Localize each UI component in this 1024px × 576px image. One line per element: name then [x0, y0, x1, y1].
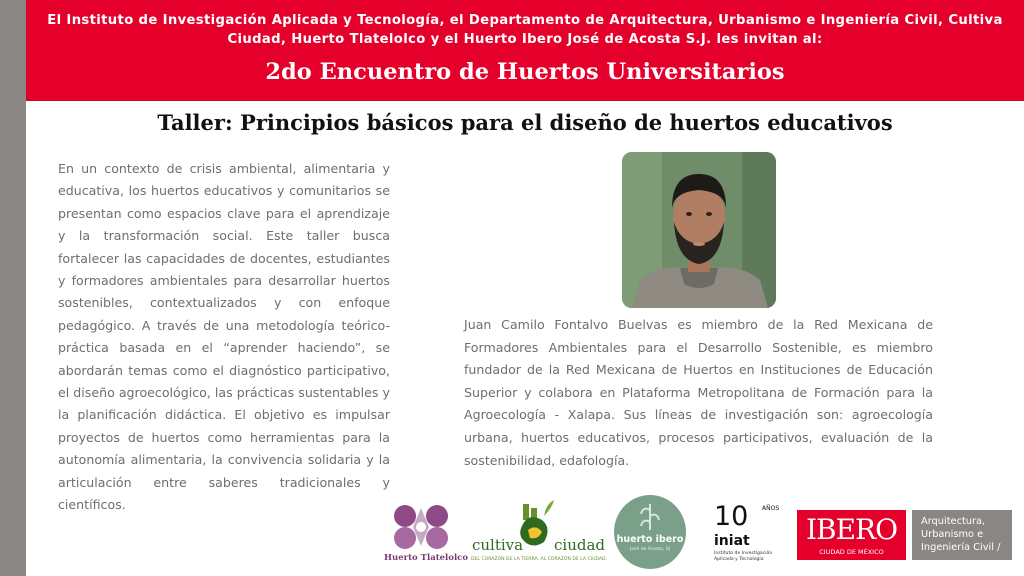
header-banner [26, 0, 1024, 101]
huerto-ibero-subtext: José de Acosta, SJ [630, 547, 670, 552]
speaker-bio: Juan Camilo Fontalvo Buelvas es miembro de la Red Mexicana de Formadores Ambientales para el Desarrollo Sostenible, es miembro fundador de la Red Mexicana de Huertos en Instituciones de Educación Superior y colabora en Plataforma Metropolitana de Formación para la Agroecología - Xalapa. Sus líneas de investigación son: agroecología urbana, huertos educativos, procesos participativos, evaluación de la sostenibilidad, edafología. [464, 317, 933, 468]
huerto-tlatelolco-logo [384, 500, 469, 566]
workshop-description: En un contexto de crisis ambiental, alimentaria y educativa, los huertos educativos y comunitarios se presentan como espacios clave para el aprendizaje y la transformación social. Este taller busca fortalecer las capacidades de docentes, estudiantes y formadores ambientales para desarrollar huertos sostenibles, contextualizados y con enfoque pedagógico. A través de una metodología teórico-práctica basada en el “aprender haciendo”, se abordarán temas como el diagnóstico participativo, el diseño agroecológico, las prácticas sustentables y la planificación didáctica. El objetivo es impulsar proyectos de huertos como herramientas para la autonomía alimentaria, la convivencia solidaria y la articulación entre saberes tradicionales y científicos. [58, 161, 390, 513]
ibero-name: IBERO [805, 513, 898, 546]
department-line2: Urbanismo e [921, 529, 984, 540]
cultiva-text: cultiva [472, 536, 524, 554]
iniat-anniversary-number: 10 [714, 501, 749, 532]
huerto-tlatelolco-text: Huerto Tlatelolco [384, 553, 469, 563]
iniat-logo [704, 503, 790, 567]
department-line1: Arquitectura, [921, 516, 986, 527]
invitation-text: El Instituto de Investigación Aplicada y Tecnología, el Departamento de Arquitectura, Urbanismo e Ingeniería Civil, Cultiva Ciudad, Huerto Tlatelolco y el Huerto Ibero José de Acosta S.J. les invitan al: [47, 13, 1003, 47]
cultiva-ciudad-tagline: DEL CORAZÓN DE LA TIERRA, AL CORAZÓN DE LA CIUDAD. [470, 557, 608, 562]
speaker-photo [622, 152, 776, 308]
event-title: 2do Encuentro de Huertos Universitarios [265, 59, 785, 85]
ibero-logo [797, 510, 906, 560]
workshop-title: Taller: Principios básicos para el diseño de huertos educativos [157, 110, 893, 135]
cultiva-ciudad-logo [468, 498, 610, 568]
department-logo [912, 510, 1012, 560]
iniat-description-line2: Aplicada y Tecnología [714, 557, 764, 562]
iniat-anniversary-years: AÑOS [762, 505, 780, 512]
left-accent-bar [0, 0, 26, 576]
iniat-name: iniat [714, 533, 750, 549]
huerto-ibero-logo [613, 494, 687, 570]
ibero-city: CIUDAD DE MÉXICO [819, 548, 884, 556]
huerto-ibero-text: huerto ibero [616, 534, 684, 545]
iniat-description-line1: Instituto de Investigación [714, 551, 773, 556]
ciudad-text: ciudad [554, 536, 606, 554]
department-line3: Ingeniería Civil / [921, 542, 1001, 553]
